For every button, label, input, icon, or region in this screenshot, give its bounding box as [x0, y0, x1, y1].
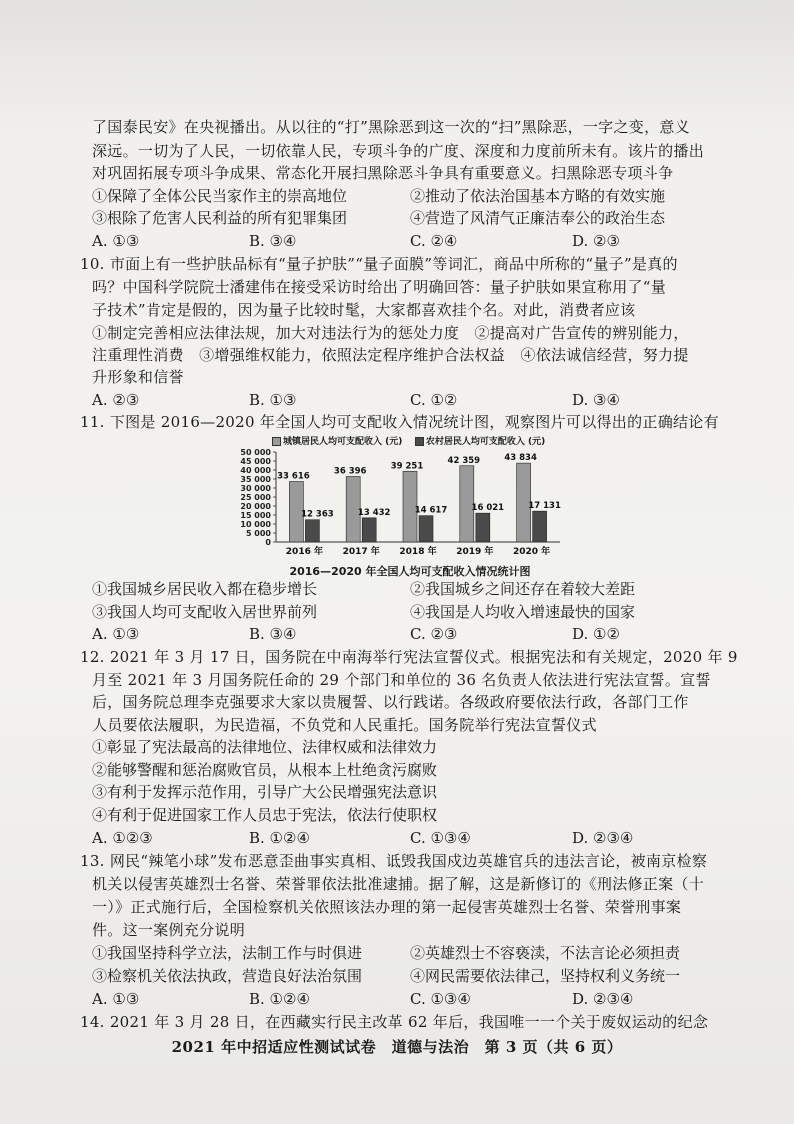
- bar-rural: [362, 518, 376, 542]
- x-tick-label: 2017 年: [342, 547, 380, 557]
- x-tick-label: 2020 年: [513, 547, 551, 557]
- q10-line-5: 注重理性消费 ③增强维权能力，依照法定程序维护合法权益 ④依法诚信经营，努力提: [92, 346, 689, 364]
- q12-option-a: A. ①②③: [92, 829, 153, 847]
- intro-option-d: D. ②③: [572, 232, 620, 250]
- bar-rural: [533, 511, 547, 542]
- data-label-urban: 43 834: [504, 453, 537, 464]
- data-label-rural: 13 432: [357, 507, 391, 518]
- q11-option-c: C. ②③: [410, 625, 458, 643]
- q11-statement-3: ③我国人均可支配收入居世界前列: [92, 603, 318, 621]
- q13-statement-1: ①我国坚持科学立法，法制工作与时俱进: [92, 944, 363, 962]
- q11-statement-4: ④我国是人均收入增速最快的国家: [410, 603, 636, 621]
- intro-statement-4: ④营造了风清气正廉洁奉公的政治生态: [410, 209, 666, 227]
- x-tick-label: 2018 年: [399, 547, 437, 557]
- q11-option-d: D. ①②: [572, 625, 620, 643]
- q11-option-b: B. ③④: [249, 625, 297, 643]
- data-label-urban: 33 616: [277, 471, 310, 482]
- q13-line-3: 一）》正式施行后，全国检察机关依照该法办理的第一起侵害英雄烈士名誉、荣誉刑事案: [92, 898, 682, 916]
- q10-line-1: 10. 市面上有一些护肤品标有“量子护肤”“量子面膜”等词汇，商品中所称的“量子”是真的: [80, 255, 678, 273]
- q10-line-4: ①制定完善相应法律法规，加大对违法行为的惩处力度 ②提高对广告宣传的辨别能力，: [92, 324, 689, 342]
- y-tick-label: 0: [265, 538, 271, 547]
- q11-statement-1: ①我国城乡居民收入都在稳步增长: [92, 580, 318, 598]
- page-footer: 2021 年中招适应性测试试卷 道德与法治 第 3 页（共 6 页）: [171, 1038, 623, 1056]
- income-bar-chart: [230, 446, 570, 562]
- q13-line-2: 机关以侵害英雄烈士名誉、荣誉罪依法批准逮捕。据了解，这是新修订的《刑法修正案（十: [92, 875, 705, 893]
- y-tick-label: 35 000: [240, 475, 271, 484]
- q12-option-c: C. ①③④: [410, 829, 471, 847]
- y-tick-label: 40 000: [240, 466, 271, 475]
- q10-option-c: C. ①②: [410, 391, 458, 409]
- bar-rural: [419, 516, 433, 542]
- q12-line-3: 后，国务院总理李克强要求大家以贵履誓、以行践诺。各级政府要依法行政，各部门工作: [92, 693, 689, 711]
- intro-option-b: B. ③④: [249, 232, 297, 250]
- y-tick-label: 15 000: [240, 511, 271, 520]
- x-tick-label: 2016 年: [285, 547, 323, 557]
- intro-line-3: 对巩固拓展专项斗争成果、常态化开展扫黑除恶斗争具有重要意义。扫黑除恶专项斗争: [92, 164, 674, 182]
- q10-line-3: 子技术”肯定是假的，因为量子比较时髦，大家都喜欢挂个名。对此，消费者应该: [92, 301, 636, 319]
- bar-rural: [305, 520, 319, 542]
- intro-option-c: C. ②④: [410, 232, 458, 250]
- q14-line-1: 14. 2021 年 3 月 28 日，在西藏实行民主改革 62 年后，我国唯一一个关于废奴运动的纪念: [80, 1013, 709, 1031]
- legend-rural-label: 农村居民人均可支配收入 (元): [425, 437, 546, 447]
- chart-title: 2016—2020 年全国人均可支配收入情况统计图: [289, 565, 531, 578]
- q12-line-4: 人员要依法履职，为民造福，不负党和人民重托。国务院举行宪法宣誓仪式: [92, 716, 597, 734]
- data-label-rural: 12 363: [301, 509, 334, 520]
- y-tick-label: 45 000: [240, 457, 271, 466]
- q13-option-c: C. ①③④: [410, 990, 471, 1008]
- q12-statement-1: ①彰显了宪法最高的法律地位、法律权威和法律效力: [92, 738, 438, 756]
- y-tick-label: 50 000: [240, 448, 271, 457]
- y-tick-label: 10 000: [240, 520, 271, 529]
- q11-statement-2: ②我国城乡之间还存在着较大差距: [410, 580, 636, 598]
- q12-statement-4: ④有利于促进国家工作人员忠于宪法，依法行使职权: [92, 806, 438, 824]
- q10-option-b: B. ①③: [249, 391, 297, 409]
- legend-rural-swatch: [415, 437, 424, 446]
- data-label-rural: 14 617: [414, 505, 448, 516]
- y-tick-label: 5 000: [245, 529, 271, 538]
- q13-line-4: 件。这一案例充分说明: [92, 921, 246, 939]
- x-tick-label: 2019 年: [456, 547, 494, 557]
- intro-line-2: 深远。一切为了人民，一切依靠人民，专项斗争的广度、深度和力度前所未有。该片的播出: [92, 142, 705, 160]
- q12-line-1: 12. 2021 年 3 月 17 日，国务院在中南海举行宪法宣誓仪式。根据宪法和有关规定，2020 年 9: [80, 648, 738, 666]
- q12-statement-3: ③有利于发挥示范作用，引导广大公民增强宪法意识: [92, 783, 438, 801]
- data-label-urban: 36 396: [333, 466, 367, 477]
- legend-urban-label: 城镇居民人均可支配收入 (元): [283, 437, 403, 447]
- y-tick-label: 30 000: [240, 484, 271, 493]
- q13-line-1: 13. 网民“辣笔小球”发布恶意歪曲事实真相、诋毁我国戍边英雄官兵的违法言论，被南京检察: [80, 852, 708, 870]
- data-label-urban: 39 251: [390, 461, 424, 472]
- q12-statement-2: ②能够警醒和惩治腐败官员，从根本上杜绝贪污腐败: [92, 761, 438, 779]
- q12-option-d: D. ②③④: [572, 829, 634, 847]
- q13-option-a: A. ①③: [92, 990, 140, 1008]
- q13-statement-2: ②英雄烈士不容亵渎，不法言论必须担责: [410, 944, 681, 962]
- intro-statement-1: ①保障了全体公民当家作主的崇高地位: [92, 187, 348, 205]
- intro-statement-3: ③根除了危害人民利益的所有犯罪集团: [92, 209, 348, 227]
- q11-line-1: 11. 下图是 2016—2020 年全国人均可支配收入情况统计图，观察图片可以得出的正确结论有: [80, 413, 719, 431]
- q13-statement-4: ④网民需要依法律己，坚持权利义务统一: [410, 967, 681, 985]
- y-tick-label: 25 000: [240, 493, 271, 502]
- data-label-urban: 42 359: [447, 455, 481, 466]
- legend-urban-swatch: [272, 437, 281, 446]
- q13-statement-3: ③检察机关依法执政，营造良好法治氛围: [92, 967, 363, 985]
- q10-option-a: A. ②③: [92, 391, 140, 409]
- intro-option-a: A. ①③: [92, 232, 140, 250]
- q13-option-d: D. ②③④: [572, 990, 634, 1008]
- q10-line-2: 吗？中国科学院院士潘建伟在接受采访时给出了明确回答：量子护肤如果宣称用了“量: [92, 278, 667, 296]
- q10-line-6: 升形象和信誉: [92, 368, 184, 386]
- q13-option-b: B. ①②④: [249, 990, 310, 1008]
- q12-option-b: B. ①②④: [249, 829, 310, 847]
- intro-line-1: 了国泰民安》在央视播出。从以往的“打”黑除恶到这一次的“扫”黑除恶，一字之变，意义: [92, 118, 690, 136]
- q12-line-2: 月至 2021 年 3 月国务院任命的 29 个部门和单位的 36 名负责人依法进行宪法宣誓。宣誓: [92, 671, 711, 689]
- q10-option-d: D. ③④: [572, 391, 620, 409]
- data-label-rural: 17 131: [528, 501, 561, 512]
- q11-option-a: A. ①③: [92, 625, 140, 643]
- y-tick-label: 20 000: [240, 502, 271, 511]
- intro-statement-2: ②推动了依法治国基本方略的有效实施: [410, 187, 666, 205]
- bar-rural: [476, 513, 490, 542]
- data-label-rural: 16 021: [471, 503, 505, 514]
